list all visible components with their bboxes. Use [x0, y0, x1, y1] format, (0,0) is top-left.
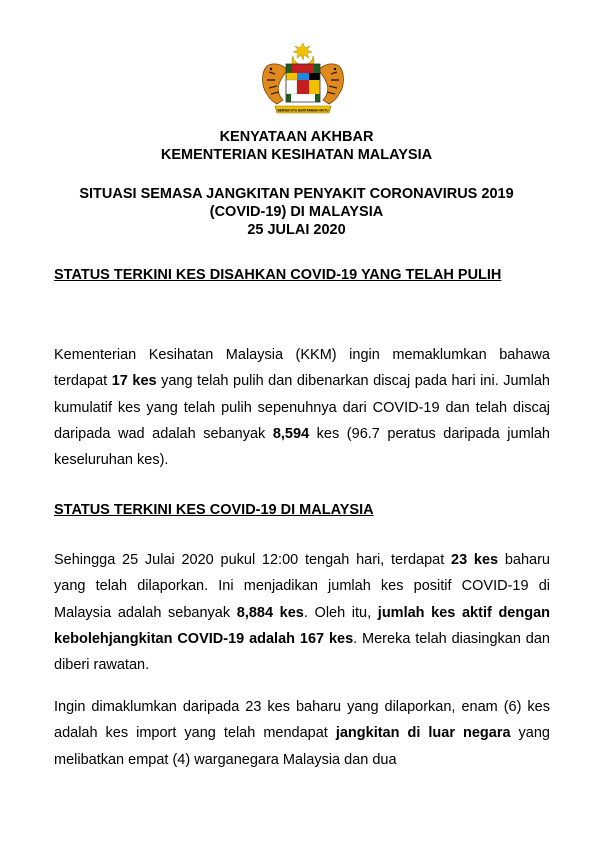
malaysia-coat-of-arms-icon	[257, 42, 349, 118]
svg-text:BERSEKUTU BERTAMBAH MUTU: BERSEKUTU BERTAMBAH MUTU	[277, 108, 329, 113]
press-release-label: KENYATAAN AKHBAR	[219, 129, 374, 145]
document-date: 25 JULAI 2020	[247, 222, 346, 238]
document-title-line2: (COVID-19) DI MALAYSIA	[209, 204, 384, 220]
section-heading-status: STATUS TERKINI KES COVID-19 DI MALAYSIA	[54, 502, 374, 518]
paragraph-new-cases: Sehingga 25 Julai 2020 pukul 12:00 tengah hari, terdapat 23 kes baharu yang telah dilaporkan. Ini menjadikan jumlah kes positif COVID-19 di Malaysia adalah sebanyak 8,884 kes. Oleh itu, jumlah kes aktif dengan kebolehjangkitan COVID-19 adalah 167 kes. Mereka telah diasingkan dan diberi rawatan.	[54, 552, 550, 674]
paragraph-imported-cases: Ingin dimaklumkan daripada 23 kes baharu yang dilaporkan, enam (6) kes adalah kes import yang telah mendapat jangkitan di luar negara yang melibatkan empat (4) warganegara Malaysia dan dua	[54, 699, 550, 768]
ministry-name: KEMENTERIAN KESIHATAN MALAYSIA	[160, 147, 433, 163]
paragraph-recovered-cases: Kementerian Kesihatan Malaysia (KKM) ingin memaklumkan bahawa terdapat 17 kes yang telah pulih dan dibenarkan discaj pada hari ini. Jumlah kumulatif kes yang telah pulih sepenuhnya dari COVID-19 dan telah discaj daripada wad adalah sebanyak 8,594 kes (96.7 peratus daripada jumlah keseluruhan kes).	[54, 347, 550, 469]
section-heading-recovered: STATUS TERKINI KES DISAHKAN COVID-19 YANG TELAH PULIH	[54, 267, 502, 283]
document-title-line1: SITUASI SEMASA JANGKITAN PENYAKIT CORONAVIRUS 2019	[79, 186, 514, 202]
